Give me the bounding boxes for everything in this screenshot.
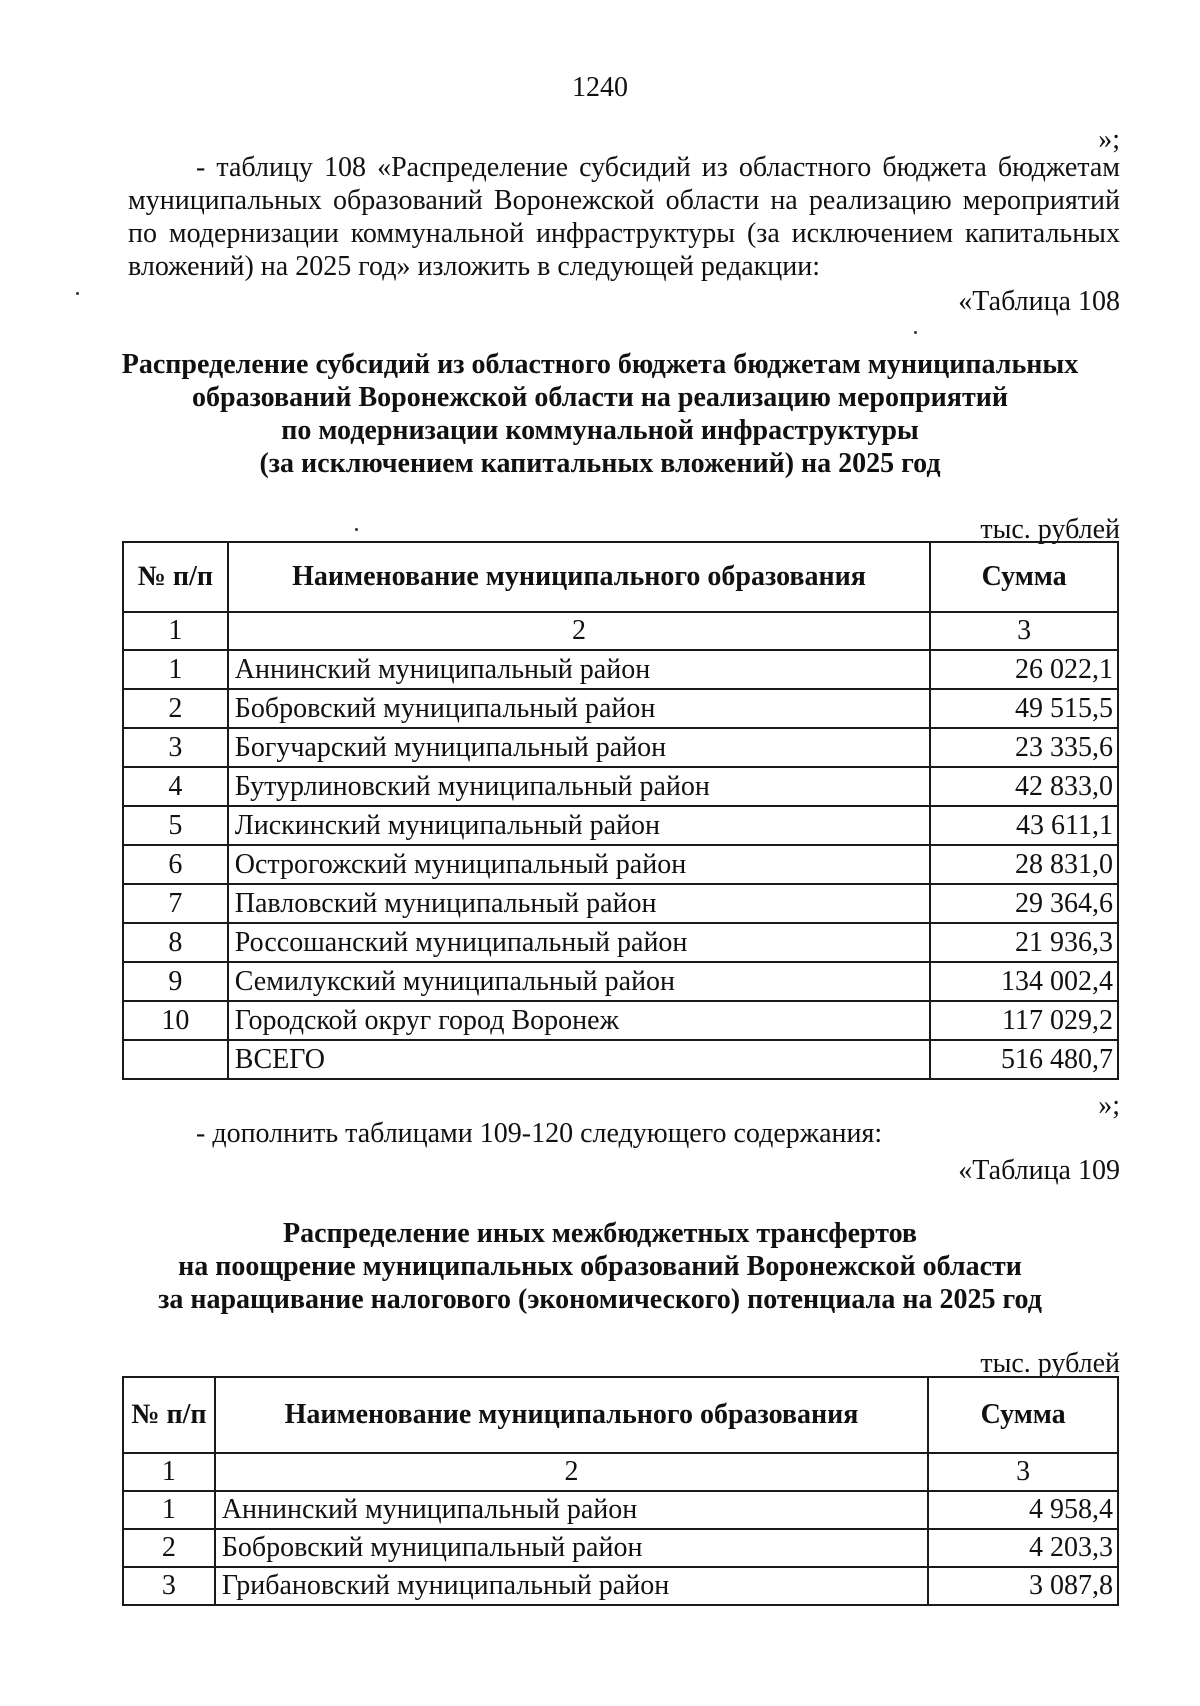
table-row <box>123 806 1118 845</box>
index-cell: 3 <box>928 1453 1118 1491</box>
row-num: 6 <box>123 845 228 884</box>
table-row <box>123 689 1118 728</box>
header-name: Наименование муниципального образования <box>215 1377 928 1453</box>
title-line: по модернизации коммунальной инфраструктуры <box>281 415 919 446</box>
row-num: 10 <box>123 1001 228 1040</box>
row-num: 1 <box>123 1491 215 1529</box>
intro-paragraph-text: - таблицу 108 «Распределение субсидий из областного бюджета бюджетам муниципальных образований Воронежской области на реализацию мероприятий по модернизации коммунальной инфраструктуры (за исключением капитальных вложений) на 2025 год» изложить в следующей редакции: <box>128 152 1120 282</box>
index-cell: 1 <box>123 612 228 650</box>
title-line: Распределение иных межбюджетных трансфертов <box>282 1218 918 1249</box>
table-row <box>123 1491 1118 1529</box>
table-108-title <box>100 348 1100 480</box>
header-num: № п/п <box>123 542 228 612</box>
intro-paragraph <box>128 151 1120 283</box>
row-sum: 134 002,4 <box>930 962 1118 1001</box>
page-number: 1240 <box>572 72 628 103</box>
supplement-paragraph <box>128 1117 1120 1150</box>
closing-quote: »; <box>1098 124 1120 155</box>
row-name: Павловский муниципальный район <box>228 884 930 923</box>
table-109 <box>122 1376 1119 1606</box>
row-sum: 3 087,8 <box>928 1567 1118 1605</box>
row-name: Лискинский муниципальный район <box>228 806 930 845</box>
scan-speck <box>355 528 358 531</box>
row-num: 7 <box>123 884 228 923</box>
row-name: Семилукский муниципальный район <box>228 962 930 1001</box>
table-index-row <box>123 612 1118 650</box>
row-sum: 26 022,1 <box>930 650 1118 689</box>
row-sum: 28 831,0 <box>930 845 1118 884</box>
table-108 <box>122 541 1119 1080</box>
row-num: 8 <box>123 923 228 962</box>
row-sum: 43 611,1 <box>930 806 1118 845</box>
table-108-label: «Таблица 108 <box>958 286 1120 317</box>
title-line: за наращивание налогового (экономического) потенциала на 2025 год <box>158 1284 1042 1315</box>
row-sum: 42 833,0 <box>930 767 1118 806</box>
row-num: 5 <box>123 806 228 845</box>
row-sum: 49 515,5 <box>930 689 1118 728</box>
header-name: Наименование муниципального образования <box>228 542 930 612</box>
row-num: 3 <box>123 1567 215 1605</box>
table-109-units: тыс. рублей <box>980 1348 1120 1379</box>
row-num: 2 <box>123 1529 215 1567</box>
row-sum: 117 029,2 <box>930 1001 1118 1040</box>
table-index-row <box>123 1453 1118 1491</box>
header-sum: Сумма <box>928 1377 1118 1453</box>
index-cell: 3 <box>930 612 1118 650</box>
row-name: Острогожский муниципальный район <box>228 845 930 884</box>
total-num-cell <box>123 1040 228 1079</box>
title-line: образований Воронежской области на реализацию мероприятий <box>192 382 1008 413</box>
row-sum: 4 203,3 <box>928 1529 1118 1567</box>
title-line: (за исключением капитальных вложений) на 2025 год <box>259 448 941 479</box>
table-row <box>123 650 1118 689</box>
row-name: Россошанский муниципальный район <box>228 923 930 962</box>
table-row <box>123 1567 1118 1605</box>
row-num: 3 <box>123 728 228 767</box>
scan-speck <box>76 292 79 295</box>
row-name: Аннинский муниципальный район <box>228 650 930 689</box>
total-label: ВСЕГО <box>228 1040 930 1079</box>
row-sum: 23 335,6 <box>930 728 1118 767</box>
table-row <box>123 1529 1118 1567</box>
index-cell: 2 <box>228 612 930 650</box>
row-name: Аннинский муниципальный район <box>215 1491 928 1529</box>
table-row <box>123 884 1118 923</box>
table-row <box>123 1001 1118 1040</box>
row-sum: 29 364,6 <box>930 884 1118 923</box>
title-line: на поощрение муниципальных образований Воронежской области <box>178 1251 1022 1282</box>
table-row <box>123 728 1118 767</box>
row-name: Богучарский муниципальный район <box>228 728 930 767</box>
table-109-title <box>100 1217 1100 1316</box>
title-line: Распределение субсидий из областного бюджета бюджетам муниципальных <box>121 349 1079 380</box>
supplement-paragraph-text: - дополнить таблицами 109-120 следующего содержания: <box>196 1118 883 1149</box>
row-num: 1 <box>123 650 228 689</box>
scan-speck <box>914 331 917 334</box>
table-header-row <box>123 542 1118 612</box>
table-header-row <box>123 1377 1118 1453</box>
table-108-units: тыс. рублей <box>980 514 1120 545</box>
row-num: 4 <box>123 767 228 806</box>
total-sum: 516 480,7 <box>930 1040 1118 1079</box>
closing-quote: »; <box>1098 1090 1120 1121</box>
table-row <box>123 845 1118 884</box>
table-row <box>123 962 1118 1001</box>
row-sum: 4 958,4 <box>928 1491 1118 1529</box>
row-name: Бутурлиновский муниципальный район <box>228 767 930 806</box>
row-num: 9 <box>123 962 228 1001</box>
row-name: Городской округ город Воронеж <box>228 1001 930 1040</box>
row-num: 2 <box>123 689 228 728</box>
row-name: Бобровский муниципальный район <box>215 1529 928 1567</box>
table-row <box>123 923 1118 962</box>
table-total-row <box>123 1040 1118 1079</box>
index-cell: 1 <box>123 1453 215 1491</box>
index-cell: 2 <box>215 1453 928 1491</box>
row-name: Грибановский муниципальный район <box>215 1567 928 1605</box>
header-sum: Сумма <box>930 542 1118 612</box>
row-name: Бобровский муниципальный район <box>228 689 930 728</box>
table-109-label: «Таблица 109 <box>958 1155 1120 1186</box>
row-sum: 21 936,3 <box>930 923 1118 962</box>
header-num: № п/п <box>123 1377 215 1453</box>
table-row <box>123 767 1118 806</box>
